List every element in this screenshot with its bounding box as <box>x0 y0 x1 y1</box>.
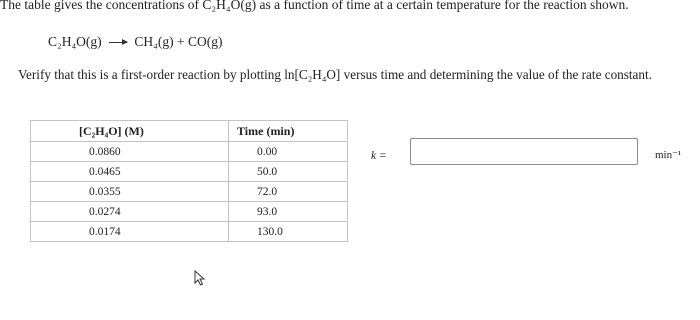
table-row <box>31 162 348 182</box>
mouse-pointer-icon <box>194 270 206 286</box>
rate-constant-label: k = <box>371 150 387 162</box>
question-instruction: Verify that this is a first-order reaction by plotting ln[C₂H₄O] versus time and determining the value of the rate constant. <box>18 67 652 82</box>
reaction-arrow-icon <box>109 42 127 43</box>
table-row <box>31 142 348 162</box>
table-row <box>31 182 348 202</box>
rate-constant-input[interactable] <box>410 138 638 165</box>
concentration-cell: 0.0355 <box>31 182 229 202</box>
reaction-equation <box>48 34 222 50</box>
concentration-cell: 0.0465 <box>31 162 229 182</box>
table-header-row <box>31 121 348 142</box>
concentration-cell: 0.0174 <box>31 222 229 242</box>
time-cell: 50.0 <box>229 162 348 182</box>
concentration-cell: 0.0274 <box>31 202 229 222</box>
time-cell: 0.00 <box>229 142 348 162</box>
products: CH₄(g) + CO(g) <box>134 34 223 49</box>
time-cell: 72.0 <box>229 182 348 202</box>
concentration-time-table <box>30 120 348 242</box>
reactant: C₂H₄O(g) <box>48 34 102 49</box>
time-cell: 130.0 <box>229 222 348 242</box>
rate-constant-units: min⁻¹ <box>655 149 682 161</box>
table-row <box>31 222 348 242</box>
question-intro: The table gives the concentrations of C₂H₄O(g) as a function of time at a certain temperature for the reaction shown. <box>0 0 629 12</box>
table-row <box>31 202 348 222</box>
header-concentration: [C₂H₄O] (M) <box>31 121 229 142</box>
time-cell: 93.0 <box>229 202 348 222</box>
concentration-cell: 0.0860 <box>31 142 229 162</box>
header-time: Time (min) <box>229 121 348 142</box>
